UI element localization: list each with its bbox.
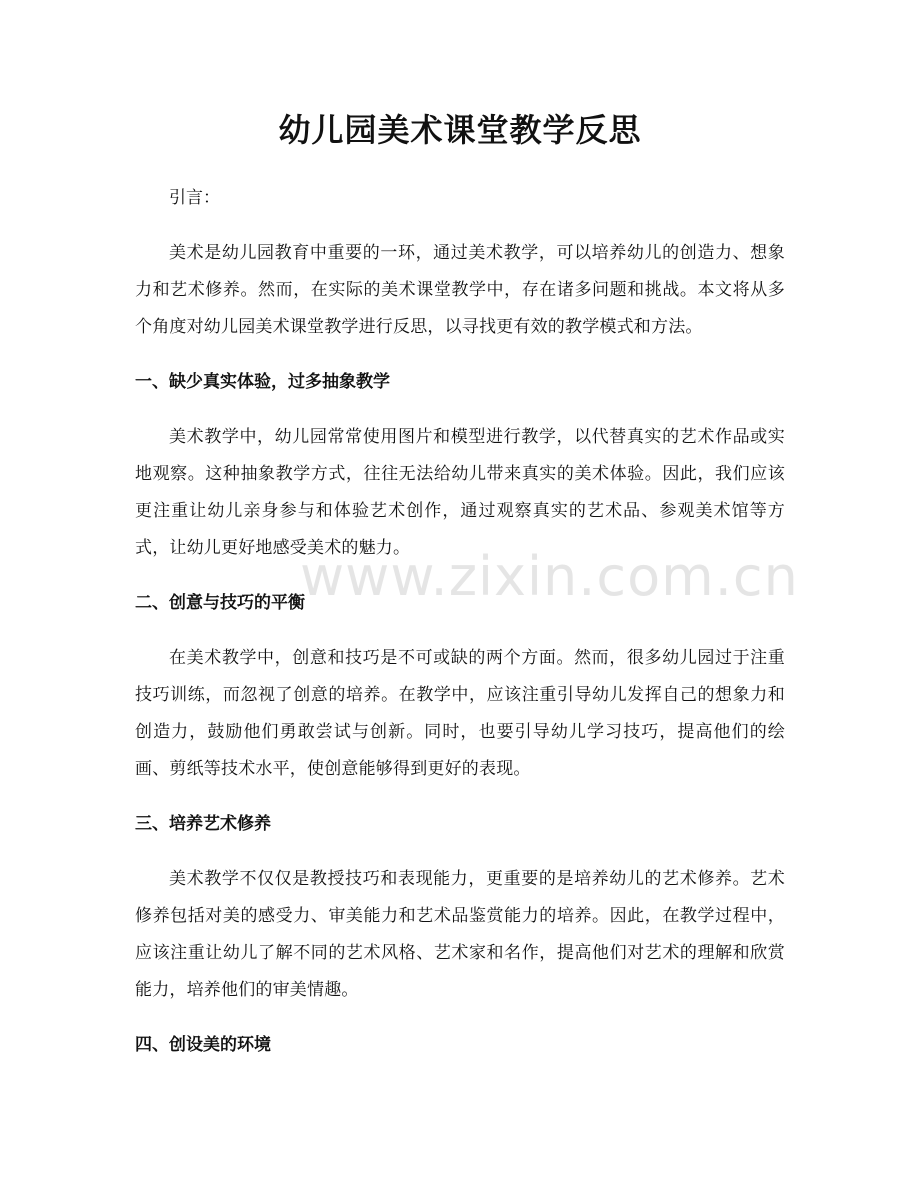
section-heading-1: 一、缺少真实体验，过多抽象教学 [135, 372, 390, 392]
section-heading-2: 二、创意与技巧的平衡 [135, 593, 305, 613]
section-heading-3: 三、培养艺术修养 [135, 814, 271, 834]
document-body [135, 180, 785, 1064]
section-paragraph-2: 在美术教学中，创意和技巧是不可或缺的两个方面。然而，很多幼儿园过于注重技巧训练，而忽视了创意的培养。在教学中，应该注重引导幼儿发挥自己的想象力和创造力，鼓励他们勇敢尝试与创新。同时，也要引导幼儿学习技巧，提高他们的绘画、剪纸等技术水平，使创意能够得到更好的表现。 [135, 648, 785, 779]
section-paragraph-3: 美术教学不仅仅是教授技巧和表现能力，更重要的是培养幼儿的艺术修养。艺术修养包括对美的感受力、审美能力和艺术品鉴赏能力的培养。因此，在教学过程中，应该注重让幼儿了解不同的艺术风格、艺术家和名作，提高他们对艺术的理解和欣赏能力，培养他们的审美情趣。 [135, 869, 785, 1000]
document-title: 幼儿园美术课堂教学反思 [278, 111, 642, 149]
section-paragraph-1: 美术教学中，幼儿园常常使用图片和模型进行教学，以代替真实的艺术作品或实地观察。这种抽象教学方式，往往无法给幼儿带来真实的美术体验。因此，我们应该更注重让幼儿亲身参与和体验艺术创作，通过观察真实的艺术品、参观美术馆等方式，让幼儿更好地感受美术的魅力。 [135, 427, 785, 558]
watermark: www.zixin.com.cn [300, 545, 799, 608]
intro-label: 引言： [169, 188, 220, 208]
intro-paragraph: 美术是幼儿园教育中重要的一环，通过美术教学，可以培养幼儿的创造力、想象力和艺术修养。然而，在实际的美术课堂教学中，存在诸多问题和挑战。本文将从多个角度对幼儿园美术课堂教学进行反思，以寻找更有效的教学模式和方法。 [135, 243, 785, 337]
section-heading-4: 四、创设美的环境 [135, 1035, 271, 1055]
